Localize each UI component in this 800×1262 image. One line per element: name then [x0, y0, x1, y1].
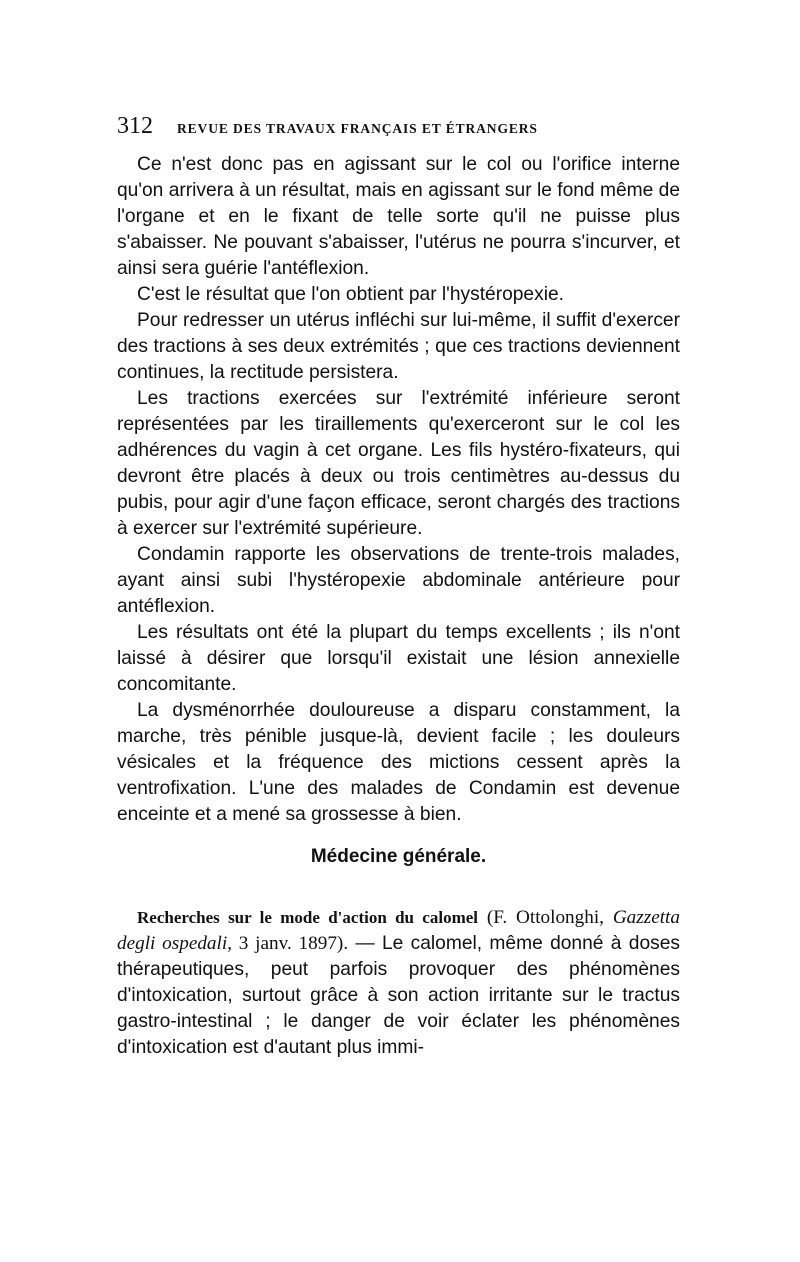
- article-paragraph: [117, 905, 680, 1061]
- paragraph: Les résultats ont été la plupart du temps excellents ; ils n'ont laissé à désirer que lorsqu'il existait une lésion annexielle concomitante.: [117, 622, 680, 695]
- paragraph: Condamin rapporte les observations de trente-trois malades, ayant ainsi subi l'hystéropexie abdominale antérieure pour antéflexion.: [117, 544, 680, 617]
- paragraph: Les tractions exercées sur l'extrémité inférieure seront représentées par les tiraillements qu'exerceront sur le col les adhérences du vagin à cet organe. Les fils hystéro-fixateurs, qui devront être placés à deux ou trois centimètres au-dessus du pubis, pour agir d'une façon efficace, seront chargés des tractions à exercer sur l'extrémité supérieure.: [117, 388, 680, 539]
- article-body: — Le calomel, même donné à doses thérapeutiques, peut parfois provoquer des phénomènes d'intoxication, surtout grâce à son action irritante sur le tractus gastro-intestinal ; le danger de voir éclater les phénomènes d'intoxication est d'autant plus immi-: [117, 933, 680, 1058]
- paragraph: Pour redresser un utérus infléchi sur lui-même, il suffit d'exercer des tractions à ses deux extrémités ; que ces tractions deviennent continues, la rectitude persistera.: [117, 310, 680, 383]
- paragraph: C'est le résultat que l'on obtient par l'hystéropexie.: [137, 284, 564, 305]
- page-number: 312: [117, 113, 153, 139]
- article-citation: , 3 janv. 1897).: [227, 933, 349, 954]
- article-abstract: [117, 905, 680, 1061]
- section-heading: Médecine générale.: [310, 846, 487, 867]
- article-journal: Gazzetta degli ospedali: [117, 907, 680, 954]
- paragraph: La dysménorrhée douloureuse a disparu constamment, la marche, très pénible jusque-là, devient facile ; les douleurs vésicales et la fréquence des mictions cessent après la ventrofixation. L'une des malades de Condamin est devenue enceinte et a mené sa grossesse à bien.: [117, 700, 680, 825]
- article-title: Recherches sur le mode d'action du calomel: [137, 908, 478, 927]
- paragraph: Ce n'est donc pas en agissant sur le col ou l'orifice interne qu'on arrivera à un résultat, mais en agissant sur le fond même de l'organe et en le fixant de telle sorte qu'il ne puisse plus s'abaisser. Ne pouvant s'abaisser, l'utérus ne pourra s'incurver, et ainsi sera guérie l'antéflexion.: [117, 154, 680, 279]
- running-title: REVUE DES TRAVAUX FRANÇAIS ET ÉTRANGERS: [177, 121, 538, 136]
- body-text: [117, 152, 680, 828]
- running-head: [117, 113, 677, 143]
- article-author: (F. Ottolonghi,: [478, 907, 613, 928]
